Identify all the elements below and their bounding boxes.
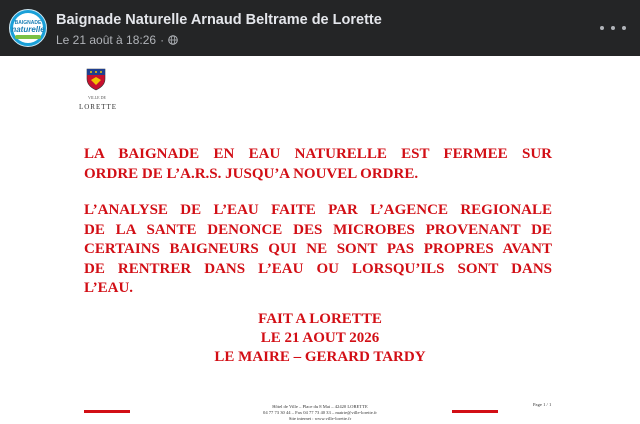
notice-line: L’EAU.	[84, 280, 134, 296]
post-header	[0, 0, 640, 56]
notice-line: ORDRE DE L’A.R.S. JUSQU’A NOUVEL ORDRE.	[84, 165, 419, 182]
post-author[interactable]: Baignade Naturelle Arnaud Beltrame de Lorette	[56, 12, 382, 28]
avatar-wave-shape	[15, 35, 41, 39]
meta-separator: ·	[160, 33, 165, 47]
globe-icon[interactable]	[168, 35, 178, 45]
more-dot	[600, 26, 604, 30]
signature-mayor: LE MAIRE – GERARD TARDY	[214, 349, 426, 365]
page-number: Page 1 / 1	[533, 402, 552, 407]
page-avatar[interactable]	[9, 9, 47, 47]
footer-address-block	[240, 404, 400, 422]
avatar-text-line2: naturelle	[11, 25, 45, 34]
notice-line: DE RENTRER DANS L’EAU OU LORSQU’ILS SONT DANS	[84, 260, 552, 277]
footer-divider-right	[452, 410, 498, 413]
footer-phone: 04 77 73 30 44 – Fax 04 77 73 40 33 – mairie@ville-lorette.fr	[263, 410, 377, 415]
more-dot	[611, 26, 615, 30]
town-name: LORETTE	[78, 103, 118, 111]
signature-place: FAIT A LORETTE	[258, 311, 382, 327]
post-meta	[56, 33, 178, 47]
crest-caption: VILLE DE	[88, 95, 106, 100]
more-options-icon[interactable]	[600, 18, 626, 38]
post-image-document[interactable]	[0, 56, 640, 424]
more-dot	[622, 26, 626, 30]
post-timestamp[interactable]: Le 21 août à 18:26	[56, 33, 157, 47]
notice-line: DE LA SANTE DENONCE DES MICROBES PROVENANT DE	[84, 221, 552, 238]
notice-line: LA BAIGNADE EN EAU NATURELLE EST FERMEE SUR	[84, 146, 552, 162]
notice-paragraph-1	[84, 145, 552, 184]
footer-address: Hôtel de Ville – Place du 8 Mai – 42420 LORETTE	[272, 404, 368, 409]
notice-line: CERTAINS BAIGNEURS QUI NE SONT PAS PROPRES AVANT	[84, 241, 552, 257]
avatar-text-line1: BAIGNADE	[14, 20, 42, 26]
notice-line: L’ANALYSE DE L’EAU FAITE PAR L’AGENCE REGIONALE	[84, 202, 552, 218]
signature-date: LE 21 AOUT 2026	[260, 330, 380, 346]
notice-paragraph-2	[84, 201, 552, 299]
footer-divider-left	[84, 410, 130, 413]
town-crest-icon	[85, 67, 107, 91]
footer-site: Site internet : www.ville-lorette.fr	[288, 416, 352, 421]
